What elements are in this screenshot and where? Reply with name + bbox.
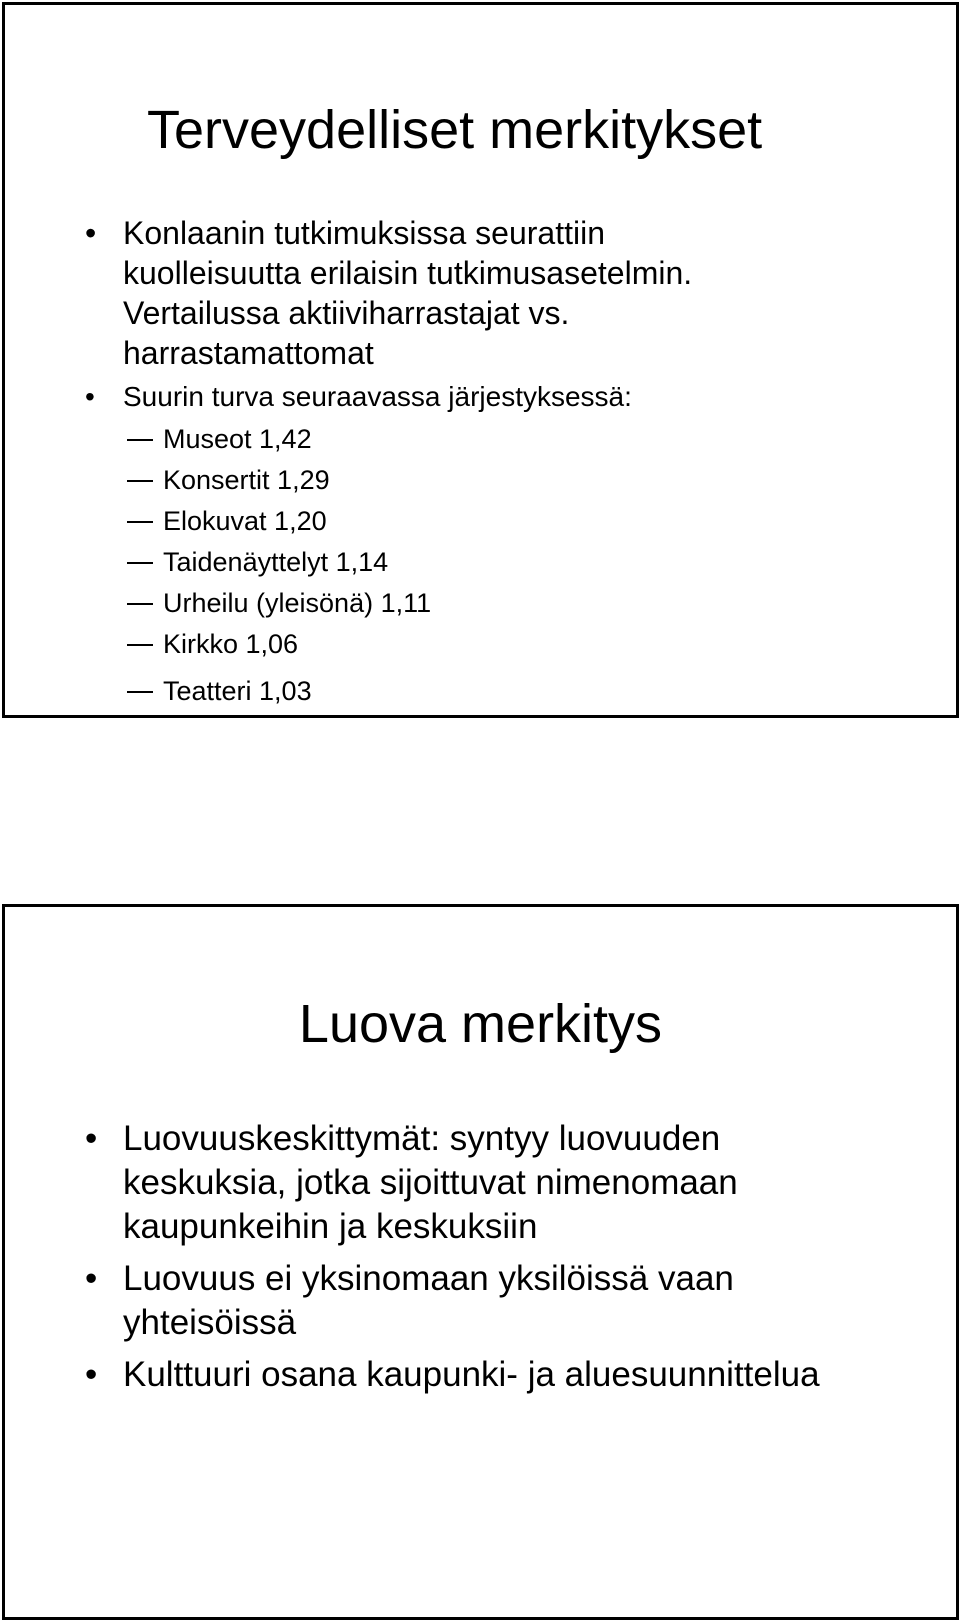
bullet-line: Kulttuuri osana kaupunki- ja aluesuunnittelua [123, 1355, 820, 1394]
bullet-list [83, 213, 923, 712]
dash-icon [127, 521, 153, 523]
bullet-item [83, 1257, 943, 1345]
bullet-icon: • [85, 381, 95, 412]
bullet-list [83, 1117, 943, 1397]
dash-icon [127, 480, 153, 482]
bullet-spacer [83, 1345, 943, 1353]
sub-item-taidenayttelyt [83, 542, 923, 583]
sub-item-kirkko [83, 624, 923, 665]
sub-item-teatteri [83, 671, 923, 712]
bullet-line: keskuksia, jotka sijoittuvat nimenomaan [123, 1163, 738, 1202]
slide-title: Luova merkitys [298, 994, 663, 1054]
sub-item-text: Taidenäyttelyt 1,14 [163, 547, 389, 577]
sub-item-urheilu [83, 583, 923, 624]
dash-icon [127, 439, 153, 441]
bullet-spacer [83, 1249, 943, 1257]
slide-health [2, 2, 959, 718]
bullet-line: Suurin turva seuraavassa järjestyksessä: [123, 381, 632, 412]
bullet-item [83, 1353, 943, 1397]
slide-title: Terveydelliset merkitykset [147, 100, 763, 160]
sub-item-text: Urheilu (yleisönä) 1,11 [163, 588, 432, 618]
sub-item-text: Elokuvat 1,20 [163, 506, 327, 536]
bullet-item [83, 1117, 943, 1249]
bullet-icon: • [85, 1259, 98, 1298]
sub-item-museot [83, 419, 923, 460]
bullet-icon: • [85, 215, 97, 251]
bullet-item [83, 213, 923, 373]
sub-item-text: Konsertit 1,29 [163, 465, 330, 495]
bullet-icon: • [85, 1355, 98, 1394]
sub-list-container [83, 419, 923, 712]
sub-list [83, 419, 923, 712]
dash-icon [127, 562, 153, 564]
bullet-line: kaupunkeihin ja keskuksiin [123, 1207, 538, 1246]
bullet-line: harrastamattomat [123, 335, 374, 371]
sub-item-text: Teatteri 1,03 [163, 676, 312, 706]
slide-creative [2, 904, 959, 1620]
dash-icon [127, 691, 153, 693]
sub-item-elokuvat [83, 501, 923, 542]
sub-item-text: Kirkko 1,06 [163, 629, 299, 659]
dash-icon [127, 603, 153, 605]
bullet-line: Konlaanin tutkimuksissa seurattiin [123, 215, 606, 251]
bullet-icon: • [85, 1119, 98, 1158]
bullet-line: Luovuus ei yksinomaan yksilöissä vaan [123, 1259, 734, 1298]
bullet-line: kuolleisuutta erilaisin tutkimusasetelmin. [123, 255, 693, 291]
bullet-line: Luovuuskeskittymät: syntyy luovuuden [123, 1119, 721, 1158]
sub-item-text: Museot 1,42 [163, 424, 312, 454]
bullet-line: yhteisöissä [123, 1303, 297, 1342]
bullet-item [83, 379, 923, 415]
sub-item-konsertit [83, 460, 923, 501]
bullet-line: Vertailussa aktiiviharrastajat vs. [123, 295, 570, 331]
dash-icon [127, 644, 153, 646]
